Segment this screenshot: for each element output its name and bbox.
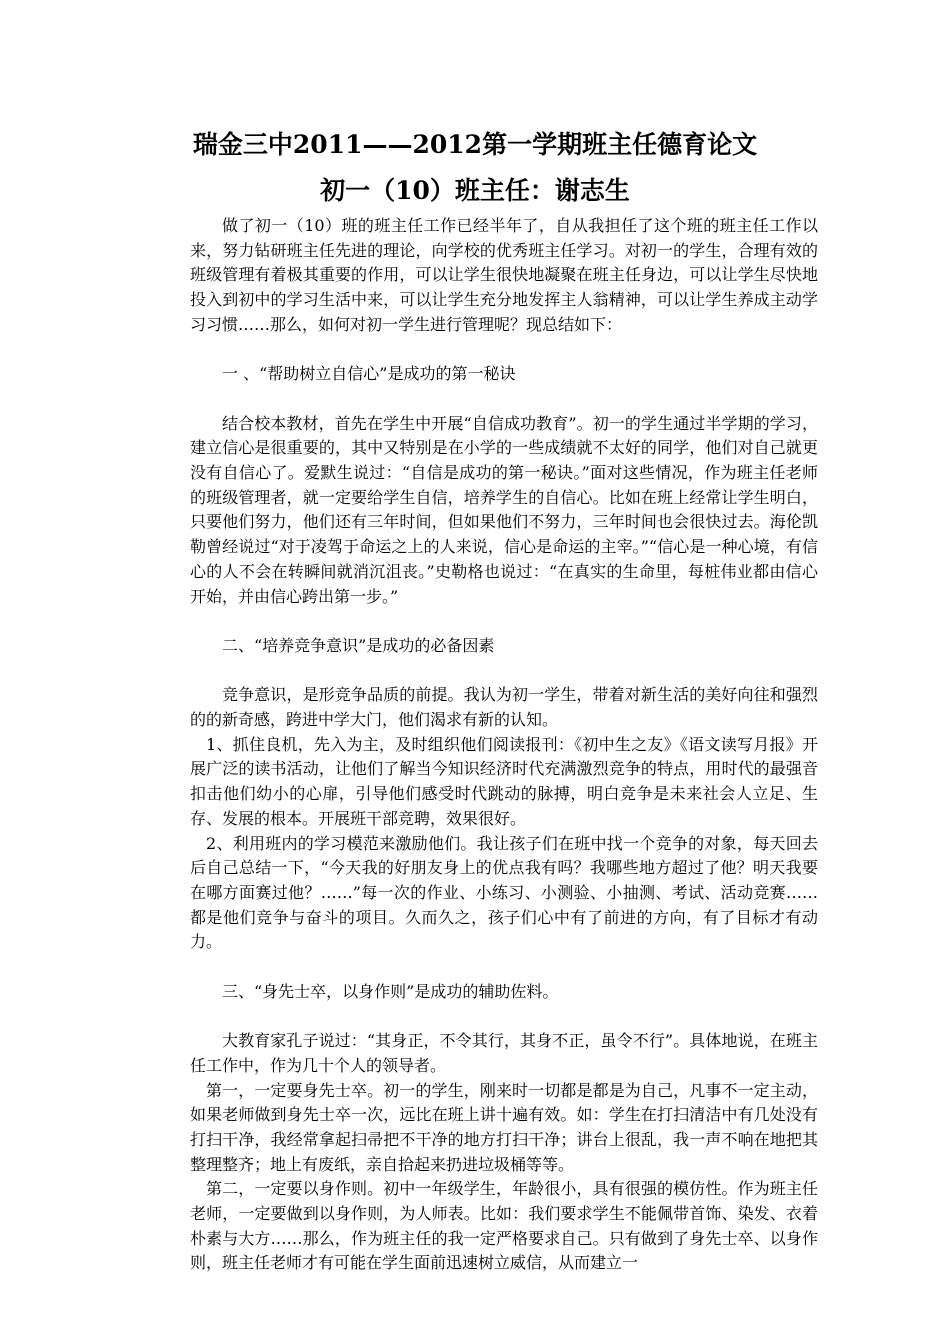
section2-body: 竞争意识，是形竞争品质的前提。我认为初一学生，带着对新生活的美好向往和强烈的的新奇感，跨进中学大门，他们渴求有新的认知。 [190, 685, 818, 729]
document-title: 瑞金三中2011——2012第一学期班主任德育论文 [192, 130, 758, 159]
spacer [190, 659, 818, 684]
section2-point1: 1、抓住良机，先入为主，及时组织他们阅读报刊：《初中生之友》《语文读写月报》开展广泛的读书活动，让他们了解当今知识经济时代充满激烈竞争的特点，用时代的最强音扣击他们幼小的心扉，引导他们感受时代跳动的脉搏，明白竞争是未来社会人立足、生存、发展的根本。开展班干部竞聘，效果很好。 [190, 734, 818, 828]
intro-paragraph: 做了初一（10）班的班主任工作已经半年了，自从我担任了这个班的班主任工作以来，努力钻研班主任先进的理论，向学校的优秀班主任学习。对初一的学生，合理有效的班级管理有着极其重要的作用，可以让学生很快地凝聚在班主任身边，可以让学生尽快地投入到初中的学习生活中来，可以让学生充分地发挥主人翁精神，可以让学生养成主动学习习惯……那么，如何对初一学生进行管理呢？现总结如下： [190, 216, 818, 334]
document-subtitle: 初一（10）班主任：谢志生 [320, 176, 630, 205]
spacer [190, 338, 818, 363]
section2-point2: 2、利用班内的学习模范来激励他们。我让孩子们在班中找一个竞争的对象，每天回去后自己总结一下，“今天我的好朋友身上的优点我有吗？我哪些地方超过了他？明天我要在哪方面赛过他？……”每一次的作业、小练习、小测验、小抽测、考试、活动竞赛……都是他们竞争与奋斗的项目。久而久之，孩子们心中有了前进的方向，有了目标才有动力。 [190, 833, 818, 952]
section3-heading: 三、“身先士卒，以身作则”是成功的辅助佐料。 [222, 981, 559, 1001]
section3-point2: 第二，一定要以身作则。初中一年级学生，年龄很小，具有很强的模仿性。作为班主任老师，一定要做到以身作则，为人师表。比如：我们要求学生不能佩带首饰、染发、衣着朴素与大方……那么，作为班主任的我一定严格要求自己。只有做到了身先士卒、以身作则，班主任老师才有可能在学生面前迅速树立威信，从而建立一 [190, 1179, 818, 1273]
spacer [190, 1004, 818, 1029]
section1-heading: 一 、“帮助树立自信心”是成功的第一秘诀 [222, 364, 516, 384]
spacer [190, 609, 818, 634]
document-body [190, 214, 818, 1276]
spacer [190, 955, 818, 980]
spacer [190, 387, 818, 412]
section1-body: 结合校本教材，首先在学生中开展“自信成功教育”。初一的学生通过半学期的学习，建立信心是很重要的，其中又特别是在小学的一些成绩就不太好的同学，他们对自己就更没有自信心了。爱默生说过：“自信是成功的第一秘诀。”面对这些情况，作为班主任老师的班级管理者，就一定要给学生自信，培养学生的自信心。比如在班上经常让学生明白，只要他们努力，他们还有三年时间，但如果他们不努力，三年时间也会很快过去。海伦凯勒曾经说过“对于凌驾于命运之上的人来说，信心是命运的主宰。”“信心是一种心境，有信心的人不会在转瞬间就消沉沮丧。”史勒格也说过：“在真实的生命里，每桩伟业都由信心开始，并由信心跨出第一步。” [190, 413, 818, 606]
section2-heading: 二、“培养竞争意识”是成功的必备因素 [222, 635, 495, 655]
section3-point1: 第一，一定要身先士卒。初一的学生，刚来时一切都是都是为自己，凡事不一定主动，如果老师做到身先士卒一次，远比在班上讲十遍有效。如：学生在打扫清洁中有几处没有打扫干净，我经常拿起扫帚把不干净的地方打扫干净；讲台上很乱，我一声不响在地把其整理整齐；地上有废纸，亲自拾起来扔进垃圾桶等等。 [190, 1080, 818, 1174]
section3-body: 大教育家孔子说过：“其身正，不令其行，其身不正，虽令不行”。具体地说，在班主任工作中，作为几十个人的领导者。 [190, 1031, 818, 1075]
